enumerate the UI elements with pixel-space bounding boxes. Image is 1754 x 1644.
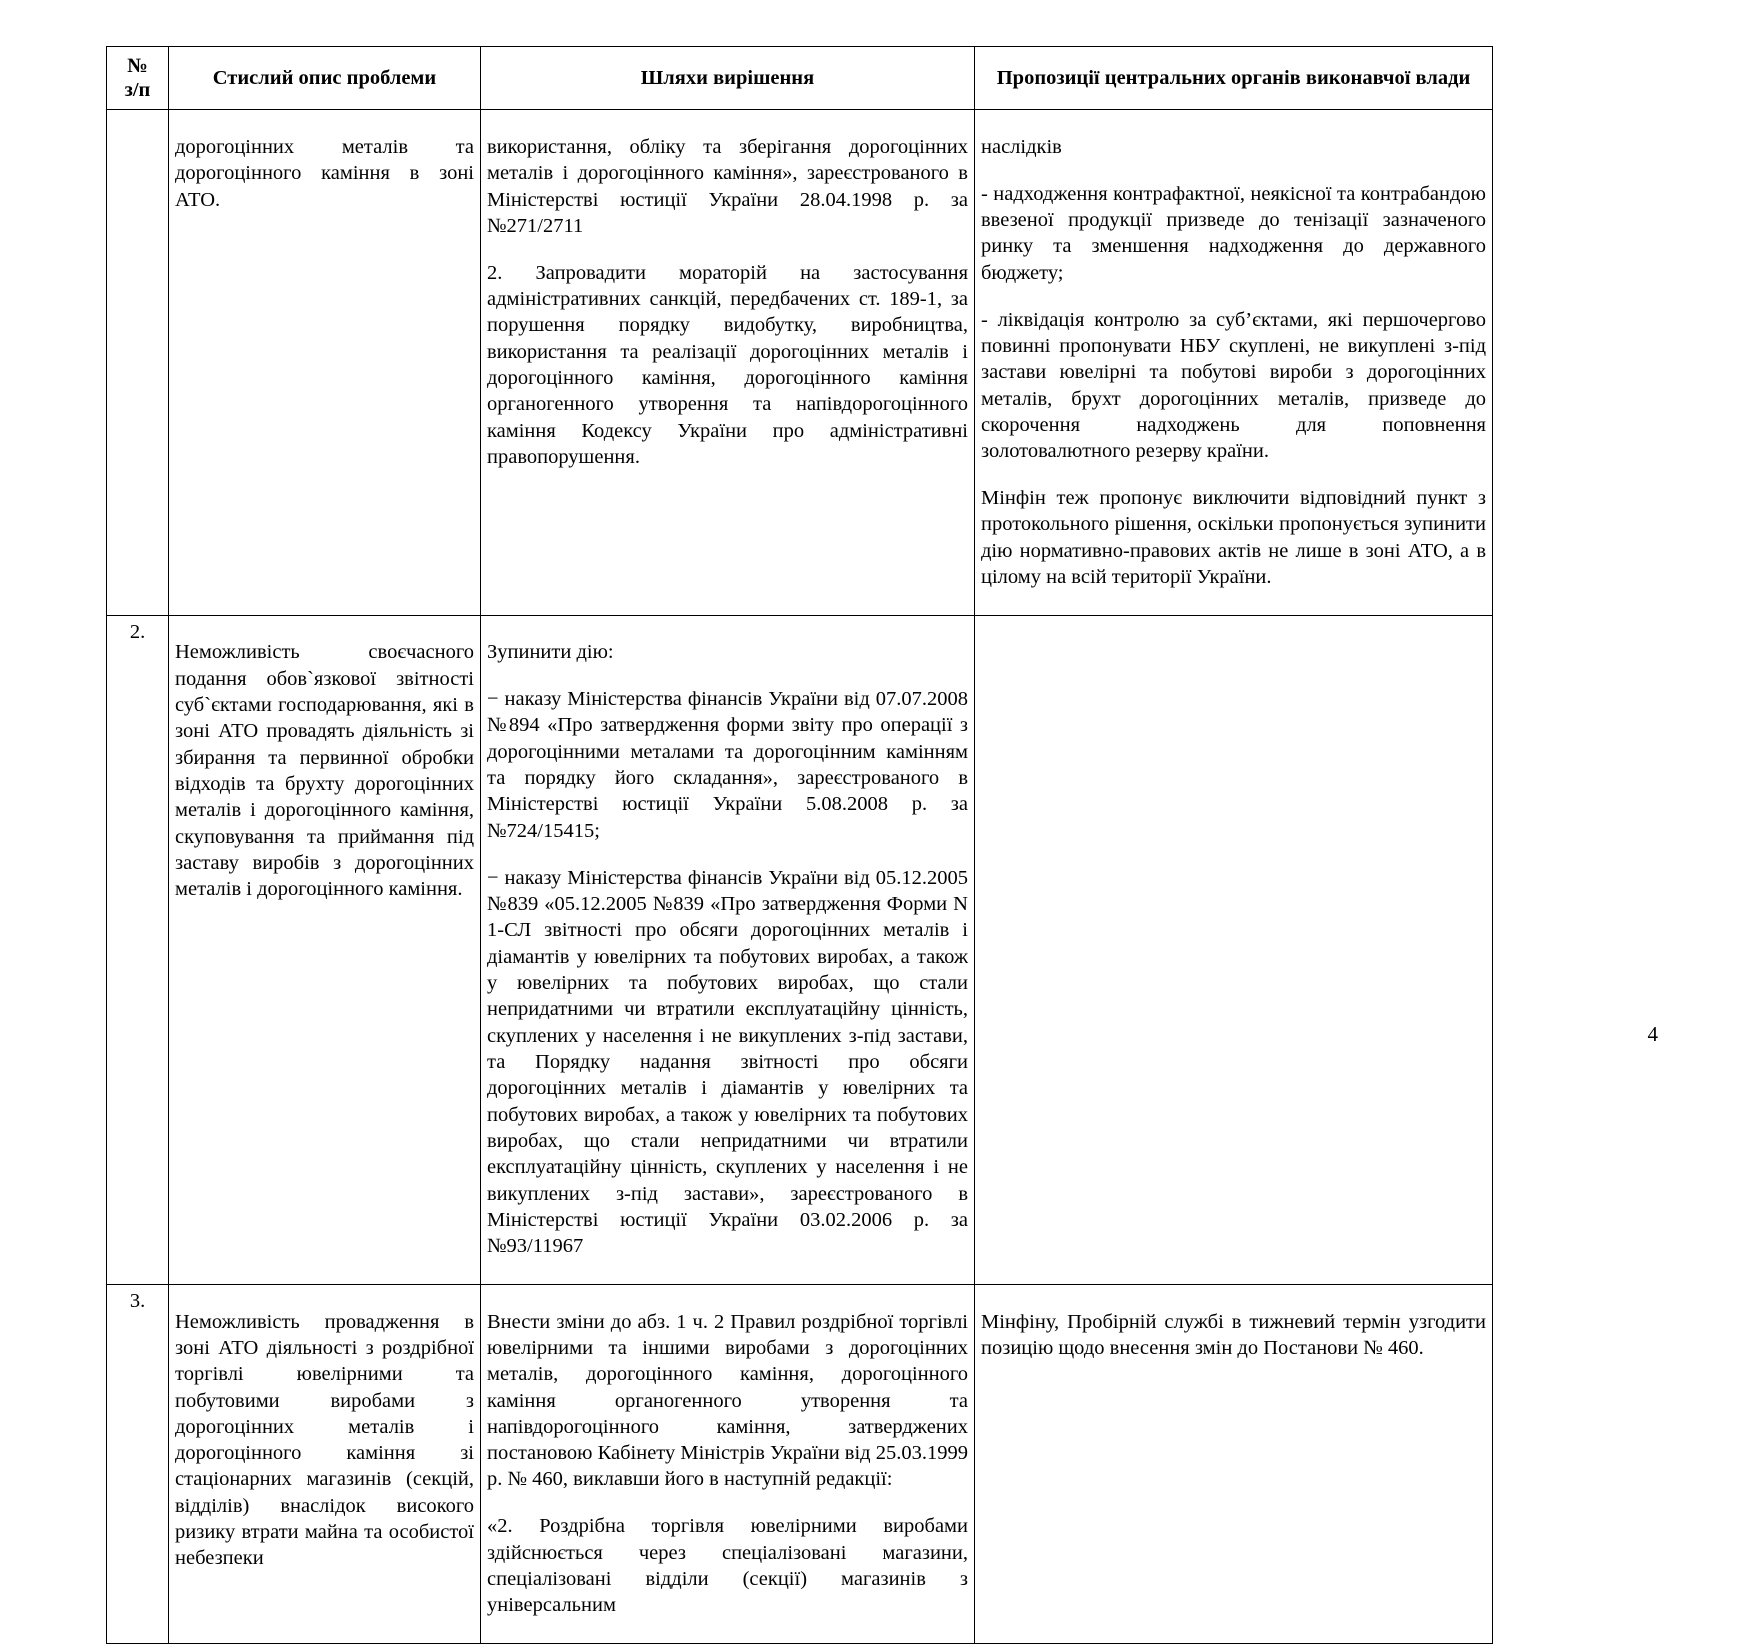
row-ways-cell: [481, 615, 975, 1284]
row-ways-cell: [481, 110, 975, 615]
column-header-description: Стислий опис проблеми: [169, 47, 481, 110]
column-header-number-line1: №: [127, 55, 148, 77]
proposals-paragraph: Мінфіну, Пробірній службі в тижневий термін узгодити позицію щодо внесення змін до Постанови № 460.: [981, 1310, 1486, 1359]
ways-paragraph: використання, обліку та зберігання дорогоцінних металів і дорогоцінного каміння», зареєстрованого в Міністерстві юстиції України 28.04.1998 р. за №271/2711: [487, 135, 968, 237]
row-description-cell: [169, 110, 481, 615]
ways-paragraph: 2. Запровадити мораторій на застосування адміністративних санкцій, передбачених ст. 189-1, за порушення порядку видобутку, виробництва, використання та реалізації дорогоцінних металів і дорогоцінного каміння, дорогоцінного каміння органогенного утворення та напівдорогоцінного каміння Кодексу України про адміністративні правопорушення.: [487, 261, 968, 468]
table-row: [107, 1285, 1493, 1644]
row-number-cell: 3.: [107, 1285, 169, 1644]
page-number: 4: [1647, 1022, 1658, 1046]
row-proposals-cell: [975, 615, 1493, 1284]
column-header-number: [107, 47, 169, 110]
ways-paragraph: − наказу Міністерства фінансів України від 05.12.2005 №839 «05.12.2005 №839 «Про затвердження Форми N 1-СЛ звітності про обсяги дорогоцінних металів і діамантів у ювелірних та побутових виробах, а також у ювелірних та побутових виробах, що стали непридатними чи втратили експлуатаційну цінність, скуплених у населення і не викуплених з-під застави, та Порядку надання звітності про обсяги дорогоцінних металів і діамантів у ювелірних та побутових виробах, а також у ювелірних та побутових виробах, що стали непридатними чи втратили експлуатаційну цінність, скуплених у населення і не викуплених з-під застави», зареєстрованого в Міністерстві юстиції України 03.02.2006 р. за №93/11967: [487, 866, 968, 1258]
proposals-paragraph: - надходження контрафактної, неякісної та контрабандою ввезеної продукції призведе до тенізації зазначеного ринку та зменшення надходження до державного бюджету;: [981, 182, 1486, 284]
ways-paragraph: Внести зміни до абз. 1 ч. 2 Правил роздрібної торгівлі ювелірними та іншими виробами з дорогоцінних металів, дорогоцінного каміння, дорогоцінного каміння органогенного утворення та напівдорогоцінного каміння, затверджених постановою Кабінету Міністрів України від 25.03.1999 р. № 460, виклавши його в наступній редакції:: [487, 1310, 968, 1491]
description-text: дорогоцінних металів та дорогоцінного каміння в зоні АТО.: [175, 135, 474, 211]
row-proposals-cell: [975, 110, 1493, 615]
row-number-cell: [107, 110, 169, 615]
problems-solutions-table: [106, 46, 1493, 1644]
proposals-paragraph: наслідків: [981, 135, 1062, 158]
proposals-paragraph: - ліквідація контролю за суб’єктами, які першочергово повинні пропонувати НБУ скуплені, не викуплені з-під застави ювелірні та побутові вироби з дорогоцінних металів, брухт дорогоцінних металів, призведе до скорочення надходжень для поповнення золотовалютного резерву країни.: [981, 308, 1486, 463]
description-text: Неможливість провадження в зоні АТО діяльності з роздрібної торгівлі ювелірними та побутовими виробами з дорогоцінних металів і дорогоцінного каміння зі стаціонарних магазинів (секцій, відділів) внаслідок високого ризику втрати майна та особистої небезпеки: [175, 1310, 474, 1570]
table-body: [107, 110, 1493, 1644]
description-text: Неможливість своєчасного подання обов`язкової звітності суб`єктами господарювання, які в зоні АТО провадять діяльність зі збирання та первинної обробки відходів та брухту дорогоцінних металів і дорогоцінного каміння, скуповування та приймання під заставу виробів з дорогоцінних металів і дорогоцінного каміння.: [175, 641, 474, 901]
column-header-proposals: Пропозиції центральних органів виконавчої влади: [975, 47, 1493, 110]
column-header-ways: Шляхи вирішення: [481, 47, 975, 110]
column-header-number-line2: з/п: [124, 79, 151, 102]
table-row: [107, 110, 1493, 615]
proposals-paragraph: Мінфін теж пропонує виключити відповідний пункт з протокольного рішення, оскільки пропонується зупинити дію нормативно-правових актів не лише в зоні АТО, а в цілому на всій території України.: [981, 486, 1486, 588]
row-proposals-cell: [975, 1285, 1493, 1644]
ways-paragraph: − наказу Міністерства фінансів України від 07.07.2008 №894 «Про затвердження форми звіту про операції з дорогоцінними металами та дорогоцінним камінням та порядку його складання», зареєстрованого в Міністерстві юстиції України 5.08.2008 р. за №724/15415;: [487, 688, 968, 842]
table-header: [107, 47, 1493, 110]
row-number-cell: 2.: [107, 615, 169, 1284]
ways-paragraph: «2. Роздрібна торгівля ювелірними виробами здійснюється через спеціалізовані магазини, спеціалізовані відділи (секції) магазинів з універсальним: [487, 1515, 968, 1617]
row-description-cell: [169, 1285, 481, 1644]
table-header-row: [107, 47, 1493, 110]
ways-paragraph: Зупинити дію:: [487, 641, 614, 664]
row-ways-cell: [481, 1285, 975, 1644]
row-description-cell: [169, 615, 481, 1284]
table-row: [107, 615, 1493, 1284]
